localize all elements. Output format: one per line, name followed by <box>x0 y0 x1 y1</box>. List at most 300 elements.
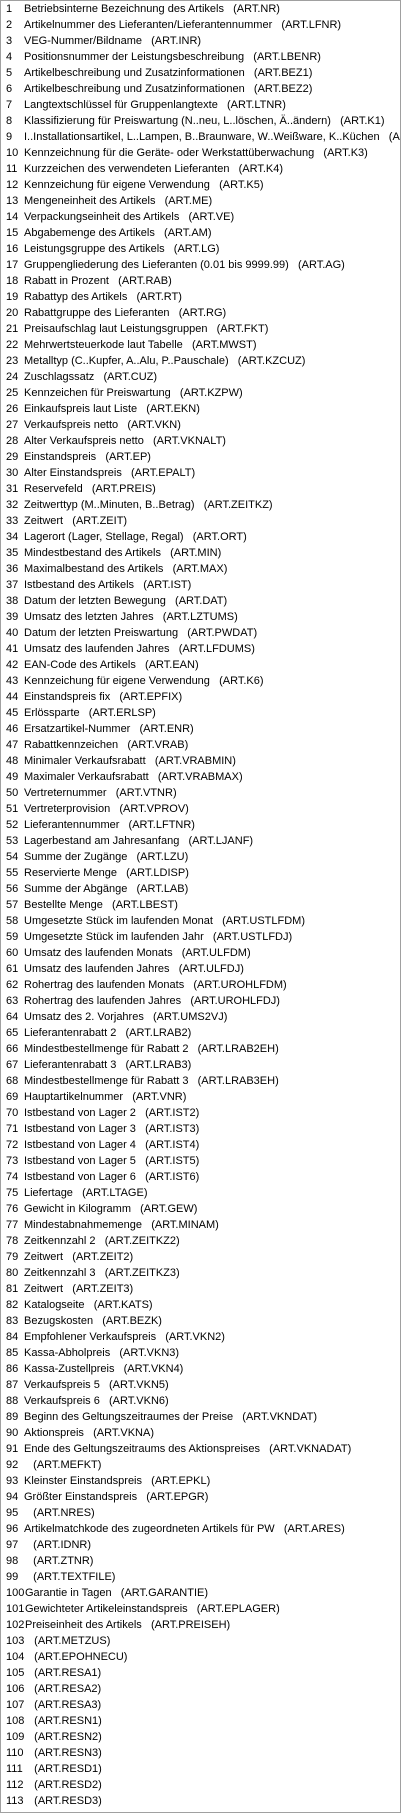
list-item-label: Rabattyp des Artikels (ART.RT) <box>24 291 182 303</box>
list-item-label: (ART.RESD2) <box>25 1779 102 1791</box>
list-item-number: 110 <box>6 1747 24 1759</box>
list-item[interactable] <box>1 1521 400 1537</box>
list-item[interactable] <box>1 17 400 33</box>
list-item-label: Zeitkennzahl 2 (ART.ZEITKZ2) <box>24 1235 180 1247</box>
list-item-number: 100 <box>6 1587 25 1599</box>
list-item[interactable] <box>1 321 400 337</box>
list-item-label: VEG-Nummer/Bildname (ART.INR) <box>24 35 202 47</box>
list-item[interactable] <box>1 49 400 65</box>
list-item-label: Istbestand von Lager 5 (ART.IST5) <box>24 1155 200 1167</box>
list-item[interactable] <box>1 353 400 369</box>
list-item-label: Minimaler Verkaufsrabatt (ART.VRABMIN) <box>24 755 236 767</box>
list-item-number: 13 <box>6 195 19 207</box>
list-item[interactable] <box>1 1137 400 1153</box>
list-item-number: 69 <box>6 1091 19 1103</box>
list-item[interactable] <box>1 801 400 817</box>
list-item-label: Lieferantenrabatt 2 (ART.LRAB2) <box>24 1027 192 1039</box>
list-item-number: 36 <box>6 563 19 575</box>
list-item-number: 8 <box>6 115 13 127</box>
list-item-label: Liefertage (ART.LTAGE) <box>24 1187 148 1199</box>
list-item[interactable] <box>1 529 400 545</box>
list-item-label: Alter Verkaufspreis netto (ART.VKNALT) <box>24 435 226 447</box>
list-item[interactable] <box>1 1313 400 1329</box>
list-item[interactable] <box>1 561 400 577</box>
list-item-number: 45 <box>6 707 19 719</box>
list-item[interactable] <box>1 401 400 417</box>
list-item-number: 3 <box>6 35 13 47</box>
list-item[interactable] <box>1 865 400 881</box>
list-item-label: Preiseinheit des Artikels (ART.PREISEH) <box>25 1619 231 1631</box>
list-item-label: Bestellte Menge (ART.LBEST) <box>24 899 178 911</box>
list-item-number: 106 <box>6 1683 25 1695</box>
list-item[interactable] <box>1 33 400 49</box>
list-item[interactable] <box>1 1745 400 1761</box>
list-item[interactable] <box>1 1537 400 1553</box>
list-item-label: Rohertrag des laufenden Jahres (ART.UROHLFDJ) <box>24 995 280 1007</box>
list-item[interactable] <box>1 225 400 241</box>
list-item-label: Reservefeld (ART.PREIS) <box>24 483 156 495</box>
list-item[interactable] <box>1 209 400 225</box>
list-item-number: 28 <box>6 435 19 447</box>
list-item-number: 68 <box>6 1075 19 1087</box>
list-item[interactable] <box>1 1 400 17</box>
list-item-number: 18 <box>6 275 19 287</box>
list-item-number: 17 <box>6 259 19 271</box>
list-item-label: Kassa-Abholpreis (ART.VKN3) <box>24 1347 180 1359</box>
list-item-number: 20 <box>6 307 19 319</box>
list-item[interactable] <box>1 1249 400 1265</box>
list-item[interactable] <box>1 337 400 353</box>
list-item-label: Abgabemenge des Artikels (ART.AM) <box>24 227 212 239</box>
list-item[interactable] <box>1 1105 400 1121</box>
list-item-number: 59 <box>6 931 19 943</box>
list-item-label: Mindestabnahmemenge (ART.MINAM) <box>24 1219 219 1231</box>
list-item[interactable] <box>1 497 400 513</box>
list-item-number: 30 <box>6 467 19 479</box>
list-item-label: Lieferantenrabatt 3 (ART.LRAB3) <box>24 1059 192 1071</box>
list-item-label: Mindestbestellmenge für Rabatt 2 (ART.LRAB2EH) <box>24 1043 279 1055</box>
list-item-label: Einstandspreis fix (ART.EPFIX) <box>24 691 183 703</box>
list-item-number: 10 <box>6 147 19 159</box>
list-item[interactable] <box>1 481 400 497</box>
list-item[interactable] <box>1 81 400 97</box>
list-item-number: 67 <box>6 1059 19 1071</box>
list-item[interactable] <box>1 769 400 785</box>
list-item[interactable] <box>1 1729 400 1745</box>
list-item-label: Lagerbestand am Jahresanfang (ART.LJANF) <box>24 835 254 847</box>
list-item-label: Rabattgruppe des Lieferanten (ART.RG) <box>24 307 227 319</box>
list-item-label: Verpackungseinheit des Artikels (ART.VE) <box>24 211 235 223</box>
list-item[interactable] <box>1 465 400 481</box>
list-item[interactable] <box>1 721 400 737</box>
list-item-number: 55 <box>6 867 19 879</box>
list-item-number: 4 <box>6 51 13 63</box>
list-item-label: Datum der letzten Preiswartung (ART.PWDAT) <box>24 627 258 639</box>
list-item-label: Istbestand von Lager 2 (ART.IST2) <box>24 1107 200 1119</box>
list-item[interactable] <box>1 1505 400 1521</box>
list-item[interactable] <box>1 1057 400 1073</box>
list-item-label: Umsatz des laufenden Monats (ART.ULFDM) <box>24 947 251 959</box>
list-item[interactable] <box>1 1681 400 1697</box>
list-item-number: 93 <box>6 1475 19 1487</box>
list-item[interactable] <box>1 1425 400 1441</box>
list-item-number: 46 <box>6 723 19 735</box>
list-item-label: (ART.RESN1) <box>25 1715 102 1727</box>
list-item-number: 23 <box>6 355 19 367</box>
list-item[interactable] <box>1 849 400 865</box>
list-item-label: (ART.RESN3) <box>25 1747 102 1759</box>
list-item-label: Mindestbestand des Artikels (ART.MIN) <box>24 547 222 559</box>
list-item-number: 103 <box>6 1635 25 1647</box>
list-item-label: Reservierte Menge (ART.LDISP) <box>24 867 189 879</box>
list-item[interactable] <box>1 1121 400 1137</box>
list-item-number: 56 <box>6 883 19 895</box>
list-item[interactable] <box>1 913 400 929</box>
list-item-label: Verkaufspreis 6 (ART.VKN6) <box>24 1395 169 1407</box>
list-item-label: Betriebsinterne Bezeichnung des Artikels (ART.NR) <box>24 3 280 15</box>
list-item-label: Umgesetzte Stück im laufenden Jahr (ART.USTLFDJ) <box>24 931 293 943</box>
list-item-label: (ART.NRES) <box>24 1507 95 1519</box>
list-item-label: Gruppengliederung des Lieferanten (0.01 bis 9999.99) (ART.AG) <box>24 259 345 271</box>
list-item[interactable] <box>1 1009 400 1025</box>
list-item[interactable] <box>1 241 400 257</box>
list-item[interactable] <box>1 1409 400 1425</box>
list-item-number: 39 <box>6 611 19 623</box>
list-item-label: Datum der letzten Bewegung (ART.DAT) <box>24 595 228 607</box>
list-item-label: Vertreternummer (ART.VTNR) <box>24 787 177 799</box>
list-item[interactable] <box>1 705 400 721</box>
list-item-number: 92 <box>6 1459 19 1471</box>
list-item[interactable] <box>1 1393 400 1409</box>
list-item[interactable] <box>1 1185 400 1201</box>
list-item-label: Empfohlener Verkaufspreis (ART.VKN2) <box>24 1331 225 1343</box>
list-item[interactable] <box>1 417 400 433</box>
list-item[interactable] <box>1 609 400 625</box>
list-item[interactable] <box>1 1761 400 1777</box>
list-item[interactable] <box>1 945 400 961</box>
list-item-label: Rabatt in Prozent (ART.RAB) <box>24 275 172 287</box>
list-item-label: (ART.RESD1) <box>25 1763 102 1775</box>
list-item-number: 94 <box>6 1491 19 1503</box>
list-item-number: 32 <box>6 499 19 511</box>
list-item[interactable] <box>1 1089 400 1105</box>
list-item[interactable] <box>1 369 400 385</box>
list-item-label: Umsatz des laufenden Jahres (ART.ULFDJ) <box>24 963 244 975</box>
list-item-label: Größter Einstandspreis (ART.EPGR) <box>24 1491 209 1503</box>
list-item-number: 47 <box>6 739 19 751</box>
list-item-number: 38 <box>6 595 19 607</box>
list-item-label: Rohertrag des laufenden Monats (ART.UROHLFDM) <box>24 979 287 991</box>
list-item-number: 60 <box>6 947 19 959</box>
list-item[interactable] <box>1 97 400 113</box>
list-item[interactable] <box>1 833 400 849</box>
list-item[interactable] <box>1 1345 400 1361</box>
list-item-number: 62 <box>6 979 19 991</box>
list-item-label: Kennzeichung für eigene Verwendung (ART.K6) <box>24 675 264 687</box>
list-item-number: 42 <box>6 659 19 671</box>
list-item[interactable] <box>1 737 400 753</box>
list-item[interactable] <box>1 1169 400 1185</box>
list-item-label: (ART.RESA1) <box>25 1667 102 1679</box>
list-item-number: 83 <box>6 1315 19 1327</box>
list-item-number: 79 <box>6 1251 19 1263</box>
list-item[interactable] <box>1 305 400 321</box>
list-item[interactable] <box>1 673 400 689</box>
list-item[interactable] <box>1 1281 400 1297</box>
list-item-label: (ART.TEXTFILE) <box>24 1571 116 1583</box>
list-item-label: Istbestand von Lager 4 (ART.IST4) <box>24 1139 200 1151</box>
list-item[interactable] <box>1 625 400 641</box>
list-item[interactable] <box>1 1489 400 1505</box>
list-item-label: Einstandspreis (ART.EP) <box>24 451 151 463</box>
list-item-number: 113 <box>6 1795 24 1807</box>
list-item[interactable] <box>1 961 400 977</box>
list-item-number: 33 <box>6 515 19 527</box>
list-item-number: 37 <box>6 579 19 591</box>
list-item[interactable] <box>1 145 400 161</box>
list-item-label: Artikelbeschreibung und Zusatzinformationen (ART.BEZ1) <box>24 67 313 79</box>
list-item-number: 14 <box>6 211 19 223</box>
list-item[interactable] <box>1 1617 400 1633</box>
list-item-number: 21 <box>6 323 19 335</box>
list-item-label: Lagerort (Lager, Stellage, Regal) (ART.ORT) <box>24 531 247 543</box>
list-item-label: (ART.RESD3) <box>25 1795 102 1807</box>
list-item-label: Klassifizierung für Preiswartung (N..neu, L..löschen, Ä..ändern) (ART.K1) <box>24 115 385 127</box>
list-item-number: 70 <box>6 1107 19 1119</box>
list-item[interactable] <box>1 161 400 177</box>
list-item-label: Istbestand des Artikels (ART.IST) <box>24 579 192 591</box>
list-item-label: Umsatz des 2. Vorjahres (ART.UMS2VJ) <box>24 1011 228 1023</box>
list-item-label: Zeitwerttyp (M..Minuten, B..Betrag) (ART.ZEITKZ) <box>24 499 273 511</box>
list-item[interactable] <box>1 513 400 529</box>
list-item-label: Maximalbestand des Artikels (ART.MAX) <box>24 563 228 575</box>
list-item[interactable] <box>1 1297 400 1313</box>
list-item-number: 98 <box>6 1555 19 1567</box>
list-item-number: 99 <box>6 1571 19 1583</box>
list-item-label: Gewicht in Kilogramm (ART.GEW) <box>24 1203 198 1215</box>
list-item[interactable] <box>1 577 400 593</box>
list-item-number: 1 <box>6 3 13 15</box>
list-item-number: 97 <box>6 1539 19 1551</box>
list-item[interactable] <box>1 1377 400 1393</box>
list-item[interactable] <box>1 1457 400 1473</box>
list-item-label: Leistungsgruppe des Artikels (ART.LG) <box>24 243 220 255</box>
list-item[interactable] <box>1 257 400 273</box>
list-item[interactable] <box>1 65 400 81</box>
list-item-number: 11 <box>6 163 18 175</box>
list-item[interactable] <box>1 1793 400 1809</box>
list-item-label: Verkaufspreis 5 (ART.VKN5) <box>24 1379 169 1391</box>
list-item-label: Vertreterprovision (ART.VPROV) <box>24 803 189 815</box>
list-item-number: 107 <box>6 1699 25 1711</box>
list-item[interactable] <box>1 1473 400 1489</box>
list-item-number: 22 <box>6 339 19 351</box>
list-item[interactable] <box>1 1601 400 1617</box>
list-item-label: Gewichteter Artikeleinstandspreis (ART.EPLAGER) <box>25 1603 280 1615</box>
list-item-number: 15 <box>6 227 19 239</box>
list-item-label: Umsatz des letzten Jahres (ART.LZTUMS) <box>24 611 238 623</box>
list-item-label: Rabattkennzeichen (ART.VRAB) <box>24 739 189 751</box>
list-item-number: 71 <box>6 1123 19 1135</box>
list-item[interactable] <box>1 449 400 465</box>
list-item[interactable] <box>1 1153 400 1169</box>
list-item-number: 91 <box>6 1443 19 1455</box>
list-item[interactable] <box>1 1265 400 1281</box>
list-item[interactable] <box>1 1633 400 1649</box>
list-item-number: 108 <box>6 1715 25 1727</box>
list-item-label: Erlössparte (ART.ERLSP) <box>24 707 156 719</box>
list-item[interactable] <box>1 1665 400 1681</box>
list-item[interactable] <box>1 657 400 673</box>
list-item-number: 52 <box>6 819 19 831</box>
list-item-label: Summe der Zugänge (ART.LZU) <box>24 851 189 863</box>
list-item-number: 25 <box>6 387 19 399</box>
list-item-number: 61 <box>6 963 19 975</box>
list-item[interactable] <box>1 977 400 993</box>
list-item-label: Maximaler Verkaufsrabatt (ART.VRABMAX) <box>24 771 243 783</box>
list-item[interactable] <box>1 385 400 401</box>
list-item-number: 88 <box>6 1395 19 1407</box>
list-item-number: 48 <box>6 755 19 767</box>
list-item-label: Istbestand von Lager 6 (ART.IST6) <box>24 1171 200 1183</box>
list-item-number: 78 <box>6 1235 19 1247</box>
list-item-number: 102 <box>6 1619 25 1631</box>
list-item-label: Verkaufspreis netto (ART.VKN) <box>24 419 181 431</box>
list-item[interactable] <box>1 817 400 833</box>
list-item-number: 41 <box>6 643 19 655</box>
list-item-number: 82 <box>6 1299 19 1311</box>
list-item-number: 57 <box>6 899 19 911</box>
list-item-number: 26 <box>6 403 19 415</box>
list-item-label: Garantie in Tagen (ART.GARANTIE) <box>25 1587 208 1599</box>
list-item[interactable] <box>1 1329 400 1345</box>
list-item-label: Einkaufspreis laut Liste (ART.EKN) <box>24 403 200 415</box>
list-item-number: 86 <box>6 1363 19 1375</box>
list-item[interactable] <box>1 929 400 945</box>
list-item-number: 44 <box>6 691 19 703</box>
list-item-label: Alter Einstandspreis (ART.EPALT) <box>24 467 196 479</box>
list-item-label: I..Installationsartikel, L..Lampen, B..Braunware, W..Weißware, K..Küchen (A <box>24 131 400 143</box>
list-item-label: Mehrwertsteuerkode laut Tabelle (ART.MWST) <box>24 339 257 351</box>
list-item-label: Zeitwert (ART.ZEIT2) <box>24 1251 134 1263</box>
list-item-number: 65 <box>6 1027 19 1039</box>
list-item-number: 66 <box>6 1043 19 1055</box>
list-item[interactable] <box>1 545 400 561</box>
list-item[interactable] <box>1 1233 400 1249</box>
list-item-label: Metalltyp (C..Kupfer, A..Alu, P..Pauschale) (ART.KZCUZ) <box>24 355 306 367</box>
list-item[interactable] <box>1 1553 400 1569</box>
list-item[interactable] <box>1 1073 400 1089</box>
list-item-label: Preisaufschlag laut Leistungsgruppen (ART.FKT) <box>24 323 269 335</box>
list-item[interactable] <box>1 593 400 609</box>
list-item-label: Kennzeichen für Preiswartung (ART.KZPW) <box>24 387 243 399</box>
list-item-number: 29 <box>6 451 19 463</box>
list-item[interactable] <box>1 289 400 305</box>
list-item-number: 12 <box>6 179 19 191</box>
list-item-number: 35 <box>6 547 19 559</box>
list-item-label: Ersatzartikel-Nummer (ART.ENR) <box>24 723 194 735</box>
list-item-number: 43 <box>6 675 19 687</box>
list-item-number: 95 <box>6 1507 19 1519</box>
list-item-label: Zeitkennzahl 3 (ART.ZEITKZ3) <box>24 1267 180 1279</box>
list-item[interactable] <box>1 753 400 769</box>
list-item-number: 109 <box>6 1731 25 1743</box>
list-item-label: Zeitwert (ART.ZEIT3) <box>24 1283 134 1295</box>
list-item-number: 63 <box>6 995 19 1007</box>
list-item[interactable] <box>1 433 400 449</box>
list-item-label: (ART.RESN2) <box>25 1731 102 1743</box>
list-item-number: 96 <box>6 1523 19 1535</box>
list-item[interactable] <box>1 1217 400 1233</box>
list-item-label: (ART.RESA2) <box>25 1683 102 1695</box>
list-item[interactable] <box>1 897 400 913</box>
list-item[interactable] <box>1 641 400 657</box>
list-item-number: 73 <box>6 1155 19 1167</box>
list-item-label: Artikelnummer des Lieferanten/Lieferantennummer (ART.LFNR) <box>24 19 342 31</box>
list-item-number: 75 <box>6 1187 19 1199</box>
list-item[interactable] <box>1 1041 400 1057</box>
list-item[interactable] <box>1 1585 400 1601</box>
list-item[interactable] <box>1 129 400 145</box>
list-item[interactable] <box>1 273 400 289</box>
list-item-label: (ART.MEFKT) <box>24 1459 102 1471</box>
list-item-number: 105 <box>6 1667 25 1679</box>
list-item[interactable] <box>1 1361 400 1377</box>
list-item-label: (ART.RESA3) <box>25 1699 102 1711</box>
list-item-number: 104 <box>6 1651 25 1663</box>
list-item-number: 74 <box>6 1171 19 1183</box>
list-item[interactable] <box>1 1697 400 1713</box>
list-item[interactable] <box>1 113 400 129</box>
list-item-number: 34 <box>6 531 19 543</box>
list-item[interactable] <box>1 1649 400 1665</box>
list-item[interactable] <box>1 193 400 209</box>
list-item[interactable] <box>1 1025 400 1041</box>
list-item-number: 101 <box>6 1603 25 1615</box>
list-item[interactable] <box>1 689 400 705</box>
list-item-label: Kurzzeichen des verwendeten Lieferanten (ART.K4) <box>24 163 284 175</box>
list-item-label: Artikelmatchkode des zugeordneten Artikels für PW (ART.ARES) <box>24 1523 345 1535</box>
list-item[interactable] <box>1 881 400 897</box>
list-item[interactable] <box>1 1713 400 1729</box>
list-item-number: 40 <box>6 627 19 639</box>
list-item-label: Beginn des Geltungszeitraumes der Preise (ART.VKNDAT) <box>24 1411 318 1423</box>
list-item-number: 84 <box>6 1331 19 1343</box>
list-item-label: Kleinster Einstandspreis (ART.EPKL) <box>24 1475 211 1487</box>
list-item-number: 81 <box>6 1283 19 1295</box>
list-item-number: 53 <box>6 835 19 847</box>
list-item-label: Umgesetzte Stück im laufenden Monat (ART.USTLFDM) <box>24 915 306 927</box>
list-item-number: 19 <box>6 291 19 303</box>
list-item-label: Hauptartikelnummer (ART.VNR) <box>24 1091 187 1103</box>
list-item-label: Zuschlagssatz (ART.CUZ) <box>24 371 158 383</box>
list-item[interactable] <box>1 1441 400 1457</box>
list-item-label: Langtextschlüssel für Gruppenlangtexte (ART.LTNR) <box>24 99 286 111</box>
list-item[interactable] <box>1 177 400 193</box>
list-item[interactable] <box>1 1569 400 1585</box>
list-item-label: EAN-Code des Artikels (ART.EAN) <box>24 659 199 671</box>
list-item-number: 27 <box>6 419 19 431</box>
list-item-label: Artikelbeschreibung und Zusatzinformationen (ART.BEZ2) <box>24 83 313 95</box>
list-item-label: Aktionspreis (ART.VKNA) <box>24 1427 155 1439</box>
list-item[interactable] <box>1 1201 400 1217</box>
list-item-label: Mindestbestellmenge für Rabatt 3 (ART.LRAB3EH) <box>24 1075 279 1087</box>
list-item[interactable] <box>1 993 400 1009</box>
list-item[interactable] <box>1 785 400 801</box>
list-item-number: 85 <box>6 1347 19 1359</box>
list-item-number: 2 <box>6 19 13 31</box>
list-item[interactable] <box>1 1777 400 1793</box>
